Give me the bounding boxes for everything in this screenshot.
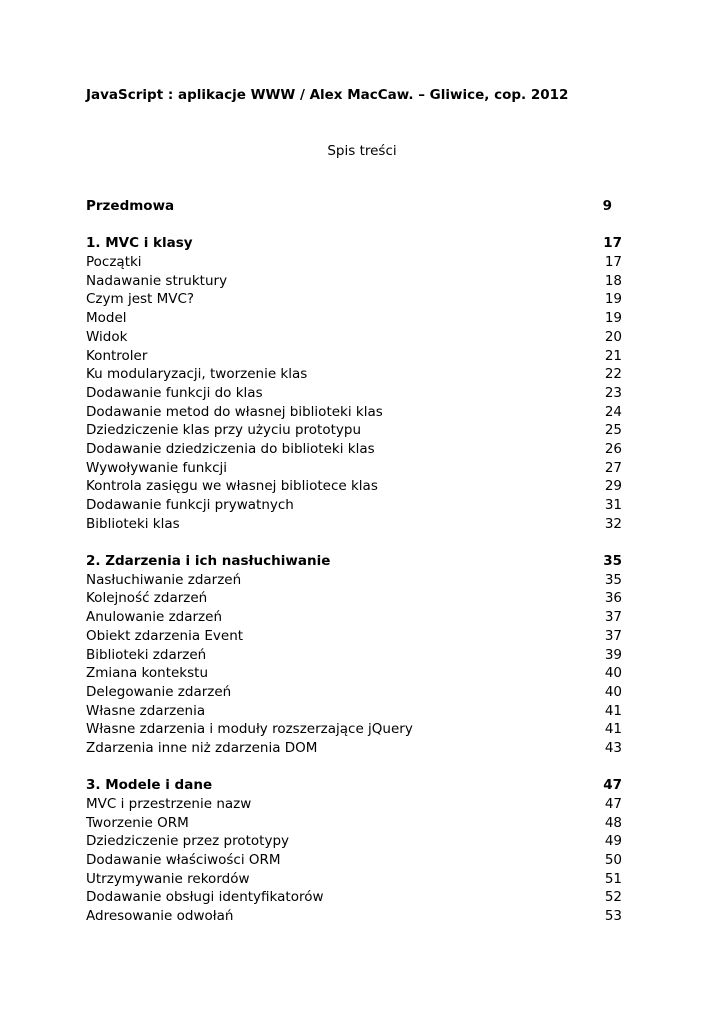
toc-entry-page: 18 (604, 272, 622, 289)
toc-entry (86, 459, 622, 478)
toc-preface-title: Przedmowa (86, 198, 175, 214)
toc-entry-page: 31 (604, 497, 622, 513)
toc-entry (86, 795, 622, 814)
toc-chapter-title: 2. Zdarzenia i ich nasłuchiwanie (86, 553, 331, 570)
toc-entry-title: Utrzymywanie rekordów (86, 870, 250, 887)
toc-entry (86, 814, 622, 833)
toc-entry-page: 49 (604, 833, 622, 850)
toc-preface-page: 9 (602, 198, 612, 214)
toc-entry-page: 53 (604, 908, 622, 925)
toc-entry (86, 664, 622, 683)
toc-entry-page: 37 (604, 627, 622, 644)
toc-entry-title: Widok (86, 328, 128, 345)
toc-entry-title: Delegowanie zdarzeń (86, 683, 232, 700)
toc-entry-page: 19 (604, 310, 622, 327)
toc-entry-page: 22 (604, 366, 622, 383)
toc-entry (86, 646, 622, 665)
toc-entry-page: 17 (604, 254, 622, 271)
toc-entry-title: Kontroler (86, 347, 148, 364)
toc-entry (86, 421, 622, 440)
toc-heading: Spis treści (327, 143, 397, 159)
toc-entry (86, 347, 622, 366)
toc-entry-page: 50 (604, 852, 622, 869)
toc-chapter-page: 35 (603, 553, 622, 570)
toc-entry-title: Model (86, 310, 127, 327)
toc-entry-title: Tworzenie ORM (86, 814, 189, 831)
toc-entry-page: 29 (604, 478, 622, 495)
toc-entry-title: Zmiana kontekstu (86, 665, 208, 682)
toc-entry-page: 32 (604, 515, 622, 532)
toc-entry (86, 888, 622, 907)
toc-entry-page: 40 (604, 683, 622, 700)
toc-entry-page: 41 (604, 702, 622, 719)
toc-entry-title: Nasłuchiwanie zdarzeń (86, 571, 242, 588)
document-title: JavaScript : aplikacje WWW / Alex MacCaw. – Gliwice, cop. 2012 (86, 87, 569, 103)
toc-entry-page: 37 (604, 609, 622, 626)
toc-entry (86, 384, 622, 403)
toc-entry (86, 702, 622, 721)
toc-entry (86, 440, 622, 459)
toc-entry-title: Nadawanie struktury (86, 272, 228, 289)
toc-entry-page: 19 (604, 291, 622, 308)
toc-entry-page: 39 (604, 646, 622, 663)
toc-entry-title: Dziedziczenie przez prototypy (86, 833, 290, 850)
toc-entry-page: 23 (604, 384, 622, 401)
toc-entry-page: 48 (604, 814, 622, 831)
toc-entry (86, 683, 622, 702)
toc-chapters (86, 234, 622, 925)
toc-entry-title: Kontrola zasięgu we własnej bibliotece klas (86, 478, 378, 495)
toc-entry-title: Adresowanie odwołań (86, 908, 234, 925)
toc-entry-title: Własne zdarzenia (86, 702, 206, 719)
toc-entry-page: 40 (604, 665, 622, 682)
toc-entry-title: Biblioteki klas (86, 515, 180, 532)
toc-chapter-page: 47 (603, 777, 622, 794)
toc-entry-title: Dodawanie obsługi identyfikatorów (86, 889, 324, 906)
toc-entry (86, 365, 622, 384)
toc-entry (86, 739, 622, 758)
toc-entry-page: 26 (604, 440, 622, 457)
toc-entry-title: Początki (86, 254, 142, 271)
toc-entry (86, 496, 622, 515)
toc-entry (86, 608, 622, 627)
toc-entry-title: Dodawanie metod do własnej biblioteki klas (86, 403, 383, 420)
toc-entry-page: 51 (604, 870, 622, 887)
toc-entry-page: 43 (604, 739, 622, 756)
toc-entry (86, 832, 622, 851)
toc-entry-page: 41 (604, 721, 622, 738)
toc-entry (86, 477, 622, 496)
toc-entry (86, 907, 622, 926)
toc-entry (86, 870, 622, 889)
toc-chapter-title: 1. MVC i klasy (86, 235, 193, 252)
toc-entry-title: Biblioteki zdarzeń (86, 646, 207, 663)
toc-entry-title: Dodawanie właściwości ORM (86, 852, 281, 869)
toc-entry-page: 35 (604, 571, 622, 588)
toc-entry (86, 309, 622, 328)
toc-entry-title: Wywoływanie funkcji (86, 459, 228, 476)
toc-entry-title: Czym jest MVC? (86, 291, 195, 308)
toc-entry (86, 328, 622, 347)
toc-entry-page: 21 (604, 347, 622, 364)
toc-chapter-heading (86, 552, 622, 571)
toc-entry-title: Zdarzenia inne niż zdarzenia DOM (86, 739, 318, 756)
toc-entry-title: Ku modularyzacji, tworzenie klas (86, 366, 308, 383)
toc-chapter-heading (86, 234, 622, 253)
toc-chapter-title: 3. Modele i dane (86, 777, 213, 794)
toc-entry (86, 589, 622, 608)
toc-entry-title: Anulowanie zdarzeń (86, 609, 223, 626)
toc-entry-title: Obiekt zdarzenia Event (86, 627, 244, 644)
toc-entry (86, 515, 622, 534)
toc-entry-page: 25 (604, 422, 622, 439)
toc-entry-page: 36 (604, 590, 622, 607)
toc-chapter-page: 17 (603, 235, 622, 252)
toc-entry (86, 403, 622, 422)
toc-entry-title: MVC i przestrzenie nazw (86, 796, 252, 812)
toc-entry (86, 571, 622, 590)
toc-entry-page: 47 (604, 796, 622, 812)
toc-entry-page: 20 (604, 328, 622, 345)
toc-entry-title: Dziedziczenie klas przy użyciu prototypu (86, 422, 362, 439)
toc-entry-page: 27 (604, 459, 622, 476)
toc-entry-title: Kolejność zdarzeń (86, 590, 208, 607)
toc-entry-title: Dodawanie dziedziczenia do biblioteki klas (86, 440, 375, 457)
table-of-contents (86, 197, 622, 926)
toc-entry (86, 720, 622, 739)
toc-chapter-heading (86, 776, 622, 795)
toc-entry (86, 627, 622, 646)
toc-entry-title: Dodawanie funkcji prywatnych (86, 497, 294, 513)
toc-entry (86, 290, 622, 309)
toc-preface (86, 197, 622, 216)
toc-entry-title: Własne zdarzenia i moduły rozszerzające jQuery (86, 721, 413, 738)
toc-entry-page: 24 (604, 403, 622, 420)
toc-entry (86, 253, 622, 272)
toc-entry (86, 851, 622, 870)
toc-entry (86, 272, 622, 291)
toc-entry-title: Dodawanie funkcji do klas (86, 384, 263, 401)
toc-entry-page: 52 (604, 889, 622, 906)
